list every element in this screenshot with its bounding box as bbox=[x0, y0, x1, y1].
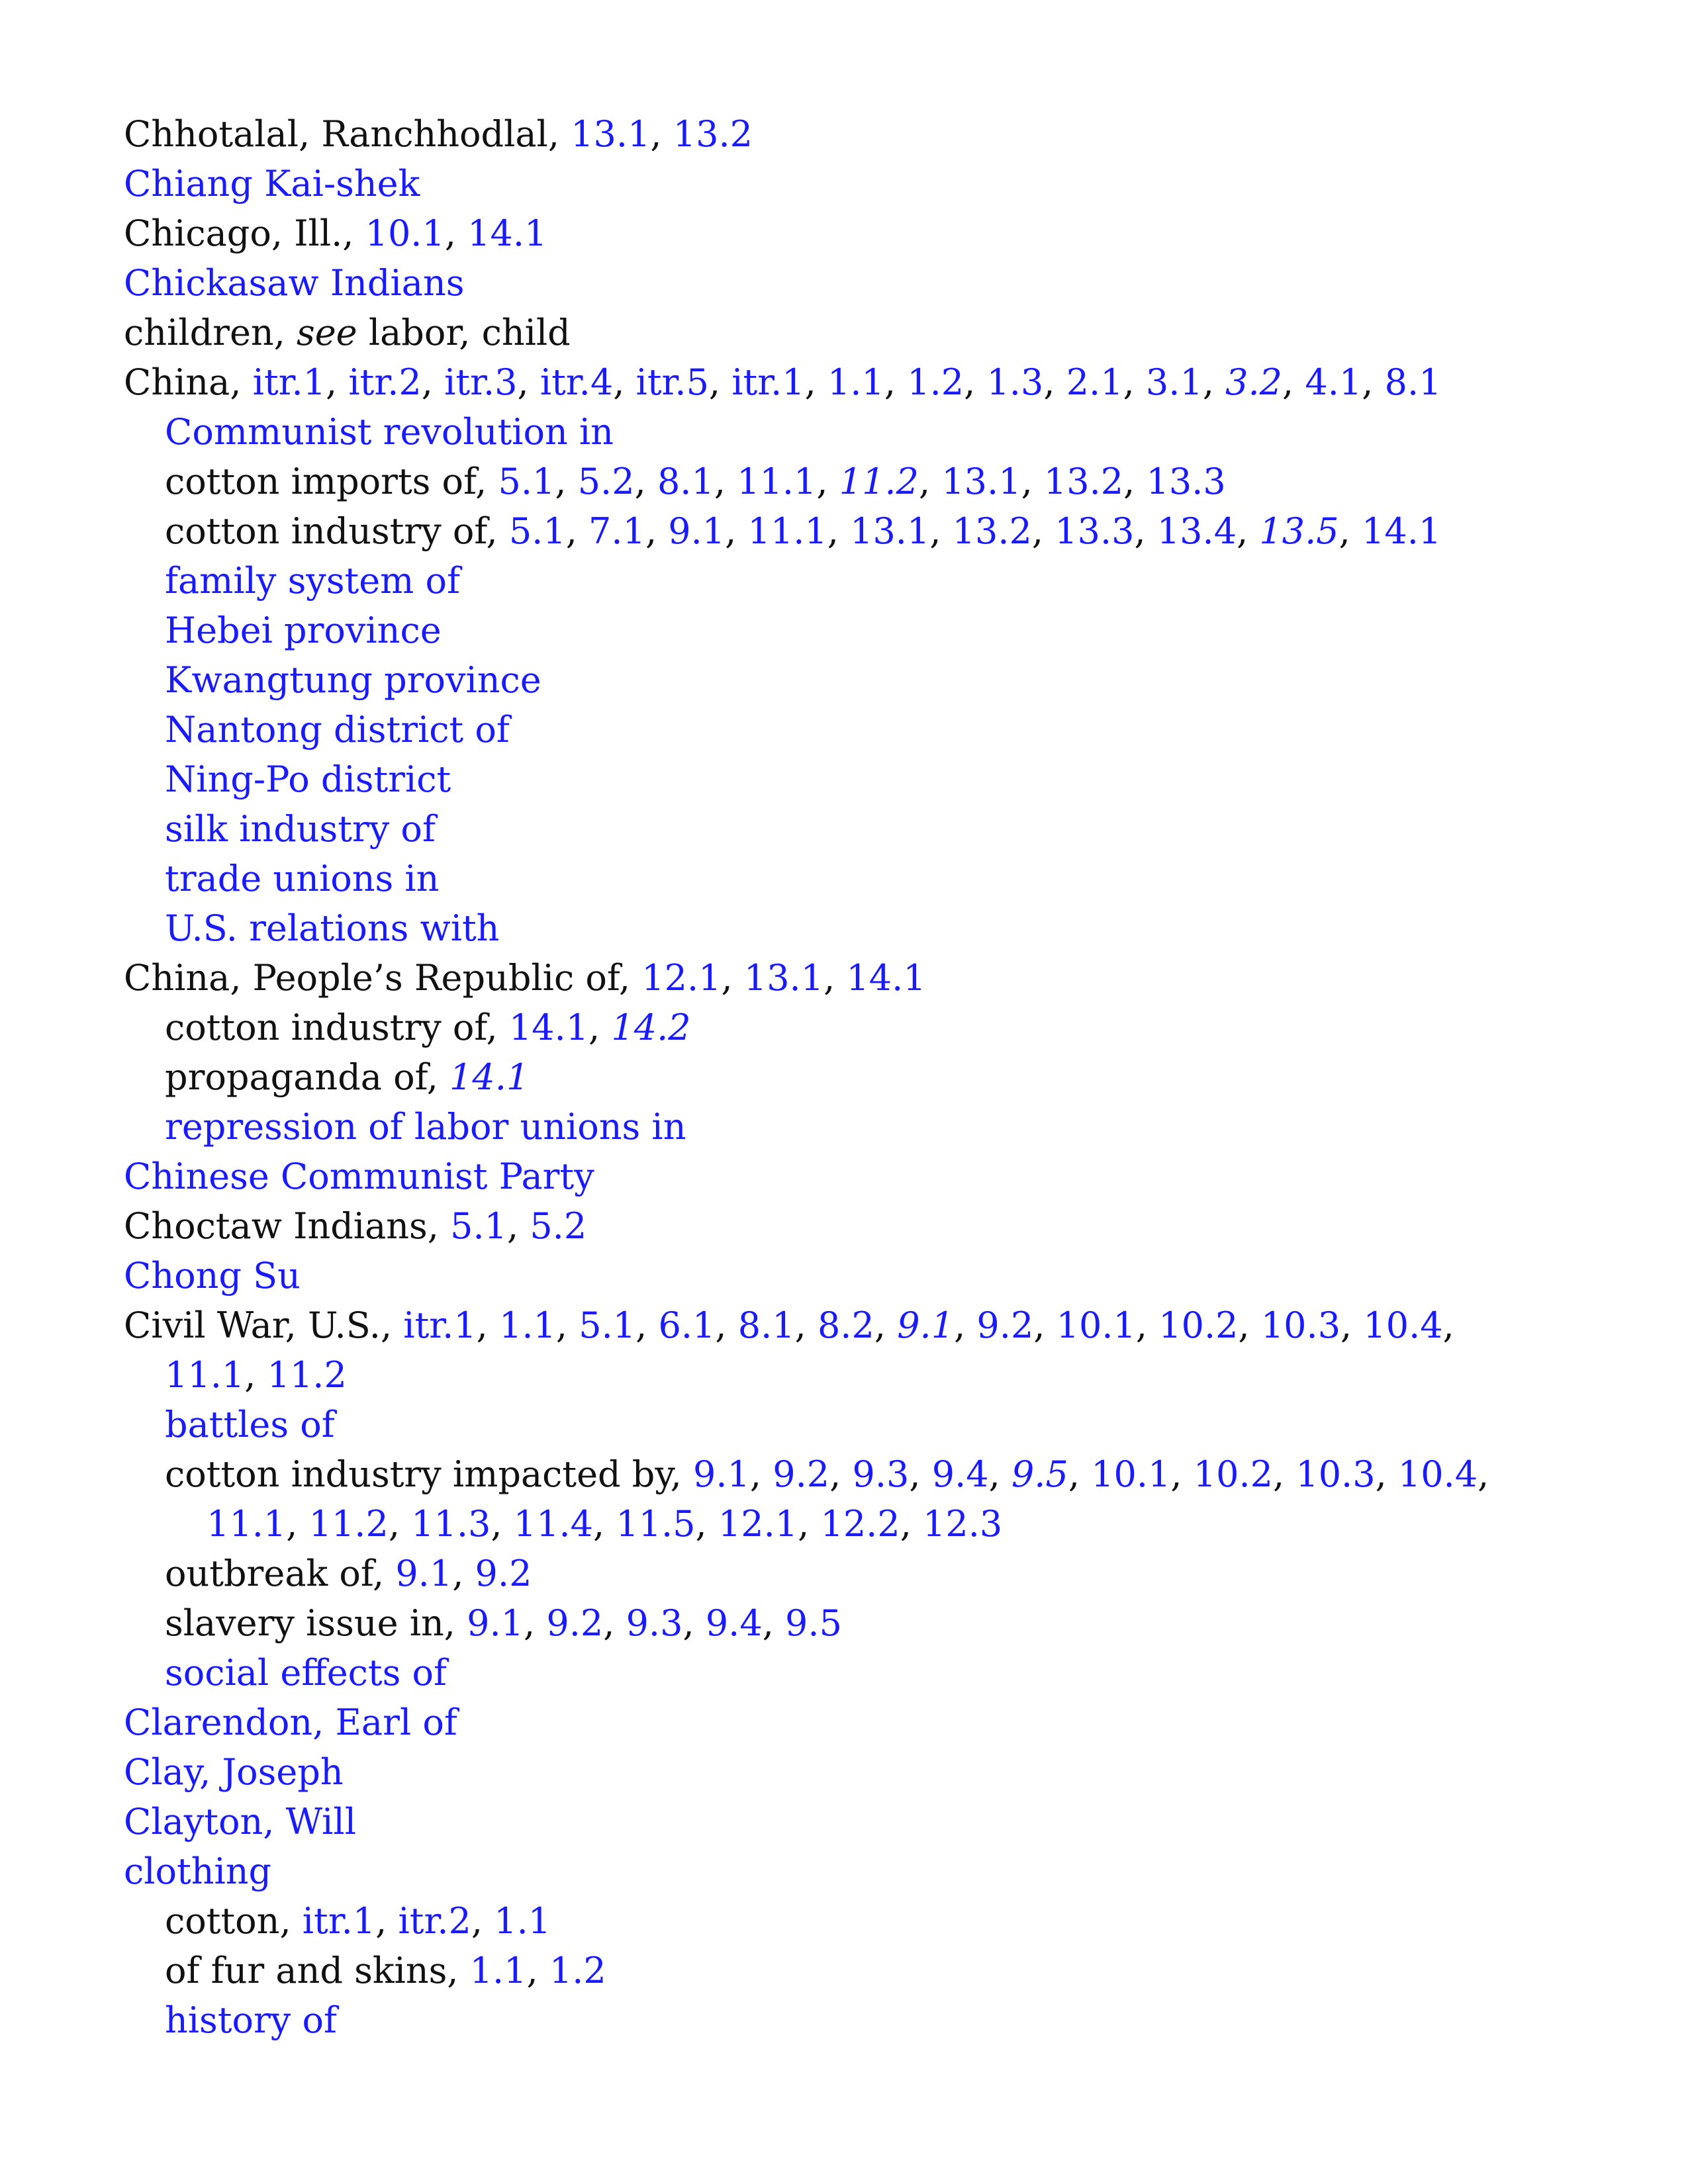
index-link[interactable]: 3.1 bbox=[1145, 361, 1203, 403]
index-subentry bbox=[124, 1946, 1593, 1995]
index-link[interactable]: clothing bbox=[124, 1850, 272, 1892]
index-link[interactable]: 9.4 bbox=[931, 1453, 989, 1495]
index-entry bbox=[124, 308, 1593, 357]
index-entry bbox=[124, 1698, 1593, 1747]
index-link[interactable]: 11.2 bbox=[267, 1354, 347, 1396]
index-subentry bbox=[124, 754, 1593, 804]
index-link[interactable]: 10.3 bbox=[1295, 1453, 1376, 1495]
index-subentry bbox=[124, 606, 1593, 655]
index-subentry bbox=[124, 804, 1593, 854]
index-text: , bbox=[286, 1503, 309, 1545]
index-text: China, People’s Republic of, bbox=[124, 957, 642, 999]
index-link[interactable]: 5.1 bbox=[450, 1205, 507, 1247]
index-subentry bbox=[124, 1499, 1593, 1549]
index-subentry bbox=[124, 854, 1593, 903]
index-link[interactable]: 11.1 bbox=[747, 510, 827, 552]
index-text: , bbox=[695, 1503, 718, 1545]
index-link[interactable]: 8.1 bbox=[657, 461, 714, 502]
index-text: , bbox=[749, 1453, 773, 1495]
index-link[interactable]: 13.1 bbox=[571, 113, 651, 155]
index-link[interactable]: 9.2 bbox=[976, 1304, 1034, 1346]
index-link[interactable]: itr.1 bbox=[252, 361, 326, 403]
index-text: , bbox=[900, 1503, 923, 1545]
index-subentry bbox=[124, 556, 1593, 606]
index-link[interactable]: 5.1 bbox=[498, 461, 555, 502]
index-link[interactable]: 13.2 bbox=[1043, 461, 1124, 502]
index-link[interactable]: 11.1 bbox=[207, 1503, 287, 1545]
index-text: , bbox=[1068, 1453, 1092, 1495]
index-text: , bbox=[827, 510, 851, 552]
index-text: , bbox=[388, 1503, 412, 1545]
index-link[interactable]: 11.1 bbox=[165, 1354, 245, 1396]
index-link[interactable]: 14.1 bbox=[467, 212, 547, 254]
index-text: , bbox=[918, 461, 942, 502]
index-link[interactable]: trade unions in bbox=[165, 858, 440, 899]
index-text: , bbox=[1237, 510, 1260, 552]
index-link[interactable]: 11.1 bbox=[737, 461, 817, 502]
index-text: , bbox=[884, 361, 908, 403]
index-link[interactable]: Chiang Kai-shek bbox=[124, 163, 420, 205]
index-text: China, bbox=[124, 361, 253, 403]
index-link[interactable]: battles of bbox=[165, 1404, 335, 1445]
index-link[interactable]: 13.3 bbox=[1055, 510, 1135, 552]
index-link[interactable]: 11.4 bbox=[513, 1503, 593, 1545]
index-text: , bbox=[721, 957, 744, 999]
index-link[interactable]: 9.5 bbox=[1011, 1453, 1068, 1495]
index-text: , bbox=[1442, 1304, 1454, 1346]
index-link[interactable]: 3.2 bbox=[1225, 361, 1283, 403]
index-link[interactable]: 5.2 bbox=[530, 1205, 587, 1247]
index-link[interactable]: 5.1 bbox=[579, 1304, 636, 1346]
index-subentry bbox=[124, 1995, 1593, 2045]
index-link[interactable]: 11.5 bbox=[616, 1503, 696, 1545]
index-link[interactable]: 9.1 bbox=[693, 1453, 750, 1495]
index-link[interactable]: Chong Su bbox=[124, 1255, 301, 1297]
index-text: , bbox=[988, 1453, 1011, 1495]
index-link[interactable]: 14.1 bbox=[508, 1007, 589, 1048]
index-link[interactable]: 14.2 bbox=[611, 1007, 691, 1048]
index-text: , bbox=[798, 1503, 821, 1545]
index-text: , bbox=[1170, 1453, 1194, 1495]
index-subentry bbox=[124, 655, 1593, 705]
index-subentry bbox=[124, 705, 1593, 754]
index-link[interactable]: 9.2 bbox=[773, 1453, 830, 1495]
index-text: , bbox=[452, 1553, 475, 1594]
index-link[interactable]: Clay, Joseph bbox=[124, 1751, 344, 1793]
index-text: , bbox=[1362, 361, 1385, 403]
index-link[interactable]: 11.3 bbox=[411, 1503, 491, 1545]
index-link[interactable]: Chickasaw Indians bbox=[124, 262, 465, 304]
index-subentry bbox=[124, 1350, 1593, 1400]
index-subentry bbox=[124, 1598, 1593, 1648]
index-text: , bbox=[929, 510, 953, 552]
index-text: , bbox=[874, 1304, 898, 1346]
index-link[interactable]: 8.1 bbox=[737, 1304, 795, 1346]
index-entry bbox=[124, 1846, 1593, 1896]
index-text: , bbox=[725, 510, 748, 552]
index-link[interactable]: 9.1 bbox=[395, 1553, 453, 1594]
index-subentry bbox=[124, 1549, 1593, 1598]
index-entry bbox=[124, 109, 1593, 159]
index-link[interactable]: 1.2 bbox=[907, 361, 964, 403]
index-text: , bbox=[375, 1900, 399, 1942]
index-entry bbox=[124, 1251, 1593, 1300]
index-text: , bbox=[708, 361, 732, 403]
index-link[interactable]: 13.1 bbox=[850, 510, 930, 552]
index-text: , bbox=[588, 1007, 612, 1048]
index-entry bbox=[124, 208, 1593, 258]
index-link[interactable]: 13.4 bbox=[1156, 510, 1237, 552]
index-text: , bbox=[444, 212, 468, 254]
index-link[interactable]: 11.2 bbox=[839, 461, 919, 502]
index-link[interactable]: Clarendon, Earl of bbox=[124, 1702, 457, 1743]
index-link[interactable]: 9.1 bbox=[467, 1602, 524, 1644]
index-link[interactable]: 9.2 bbox=[475, 1553, 532, 1594]
index-link[interactable]: 7.1 bbox=[588, 510, 645, 552]
index-link[interactable]: U.S. relations with bbox=[165, 907, 500, 949]
index-text: , bbox=[645, 510, 669, 552]
index-text: outbreak of, bbox=[165, 1553, 396, 1594]
index-text: propaganda of, bbox=[165, 1056, 450, 1098]
index-link[interactable]: Clayton, Will bbox=[124, 1801, 356, 1843]
index-page bbox=[124, 109, 1593, 2045]
index-link[interactable]: family system of bbox=[165, 560, 461, 602]
index-text: , bbox=[592, 1503, 616, 1545]
index-text: labor, child bbox=[357, 312, 571, 353]
index-text: , bbox=[517, 361, 540, 403]
index-link[interactable]: 9.3 bbox=[626, 1602, 683, 1644]
index-text: , bbox=[794, 1304, 818, 1346]
index-text: , bbox=[964, 361, 987, 403]
index-text: , bbox=[1375, 1453, 1398, 1495]
index-text: , bbox=[714, 461, 737, 502]
index-text: , bbox=[1338, 510, 1362, 552]
index-entry bbox=[124, 258, 1593, 308]
index-link[interactable]: 9.2 bbox=[546, 1602, 604, 1644]
index-link[interactable]: Kwangtung province bbox=[165, 659, 541, 701]
index-link[interactable]: 12.3 bbox=[923, 1503, 1003, 1545]
index-text: Civil War, U.S., bbox=[124, 1304, 404, 1346]
index-link[interactable]: 9.1 bbox=[668, 510, 726, 552]
index-link[interactable]: 9.5 bbox=[785, 1602, 842, 1644]
index-link[interactable]: 14.1 bbox=[449, 1056, 530, 1098]
index-text: see bbox=[297, 312, 357, 353]
index-text: , bbox=[1123, 361, 1146, 403]
index-link[interactable]: 14.1 bbox=[1361, 510, 1442, 552]
index-subentry bbox=[124, 1052, 1593, 1102]
index-text: , bbox=[326, 361, 349, 403]
index-text: , bbox=[1033, 1304, 1056, 1346]
index-text: Chhotalal, Ranchhodlal, bbox=[124, 113, 571, 155]
index-link[interactable]: 1.2 bbox=[549, 1950, 606, 1991]
index-text: cotton industry impacted by, bbox=[165, 1453, 694, 1495]
index-link[interactable]: 9.1 bbox=[897, 1304, 955, 1346]
index-text: slavery issue in, bbox=[165, 1602, 467, 1644]
index-link[interactable]: 13.1 bbox=[743, 957, 824, 999]
index-subentry bbox=[124, 1449, 1593, 1499]
index-link[interactable]: 10.2 bbox=[1193, 1453, 1273, 1495]
index-text: , bbox=[634, 461, 657, 502]
index-link[interactable]: history of bbox=[165, 1999, 337, 2041]
index-text: , bbox=[555, 461, 578, 502]
index-link[interactable]: itr.3 bbox=[444, 361, 518, 403]
index-text: , bbox=[421, 361, 445, 403]
index-entry bbox=[124, 159, 1593, 208]
index-link[interactable]: itr.5 bbox=[635, 361, 709, 403]
index-text: , bbox=[1273, 1453, 1296, 1495]
index-link[interactable]: 9.4 bbox=[705, 1602, 763, 1644]
index-text: , bbox=[715, 1304, 738, 1346]
index-text: , bbox=[1021, 461, 1044, 502]
index-link[interactable]: 12.1 bbox=[718, 1503, 798, 1545]
index-link[interactable]: social effects of bbox=[165, 1652, 447, 1694]
index-link[interactable]: 13.2 bbox=[952, 510, 1032, 552]
index-text: , bbox=[829, 1453, 853, 1495]
index-text: , bbox=[1477, 1453, 1489, 1495]
index-text: , bbox=[491, 1503, 514, 1545]
index-text: children, bbox=[124, 312, 297, 353]
index-text: , bbox=[565, 510, 589, 552]
index-text: , bbox=[1134, 510, 1157, 552]
index-text: , bbox=[555, 1304, 579, 1346]
index-link[interactable]: 5.2 bbox=[577, 461, 635, 502]
index-link[interactable]: 8.1 bbox=[1384, 361, 1442, 403]
index-link[interactable]: repression of labor unions in bbox=[165, 1106, 686, 1148]
index-link[interactable]: itr.1 bbox=[403, 1304, 477, 1346]
index-entry bbox=[124, 1152, 1593, 1201]
index-text: , bbox=[682, 1602, 706, 1644]
index-link[interactable]: Ning-Po district bbox=[165, 758, 451, 800]
index-text: , bbox=[804, 361, 827, 403]
index-text: , bbox=[1123, 461, 1147, 502]
index-link[interactable]: Hebei province bbox=[165, 610, 442, 651]
index-link[interactable]: itr.2 bbox=[348, 361, 422, 403]
index-link[interactable]: itr.2 bbox=[398, 1900, 471, 1942]
index-text: cotton, bbox=[165, 1900, 303, 1942]
index-link[interactable]: 13.5 bbox=[1259, 510, 1339, 552]
index-text: , bbox=[909, 1453, 932, 1495]
index-text: , bbox=[613, 361, 636, 403]
index-subentry bbox=[124, 506, 1593, 556]
index-link[interactable]: 10.1 bbox=[365, 212, 445, 254]
index-subentry bbox=[124, 1102, 1593, 1152]
index-link[interactable]: 13.1 bbox=[941, 461, 1021, 502]
index-text: , bbox=[635, 1304, 659, 1346]
index-text: , bbox=[1238, 1304, 1261, 1346]
index-link[interactable]: 11.2 bbox=[308, 1503, 389, 1545]
index-subentry bbox=[124, 457, 1593, 506]
index-text: Chicago, Ill., bbox=[124, 212, 365, 254]
index-entry bbox=[124, 1747, 1593, 1797]
index-text: cotton industry of, bbox=[165, 1007, 509, 1048]
index-link[interactable]: Communist revolution in bbox=[165, 411, 614, 453]
index-link[interactable]: 8.2 bbox=[817, 1304, 874, 1346]
index-entry bbox=[124, 953, 1593, 1003]
index-text: , bbox=[506, 1205, 530, 1247]
index-subentry bbox=[124, 1648, 1593, 1698]
index-entry bbox=[124, 1797, 1593, 1846]
index-link[interactable]: 10.4 bbox=[1363, 1304, 1443, 1346]
index-link[interactable]: 5.1 bbox=[508, 510, 566, 552]
index-link[interactable]: 2.1 bbox=[1066, 361, 1123, 403]
index-text: , bbox=[603, 1602, 626, 1644]
index-link[interactable]: 9.3 bbox=[852, 1453, 910, 1495]
index-text: , bbox=[762, 1602, 786, 1644]
index-text: , bbox=[954, 1304, 977, 1346]
index-text: , bbox=[823, 957, 847, 999]
index-text: , bbox=[1340, 1304, 1364, 1346]
index-subentry bbox=[124, 1896, 1593, 1946]
index-link[interactable]: 14.1 bbox=[846, 957, 926, 999]
index-link[interactable]: 12.2 bbox=[820, 1503, 900, 1545]
index-entry bbox=[124, 1300, 1593, 1350]
index-link[interactable]: 12.1 bbox=[641, 957, 722, 999]
index-text: , bbox=[526, 1950, 549, 1991]
index-link[interactable]: Nantong district of bbox=[165, 709, 510, 751]
index-subentry bbox=[124, 903, 1593, 953]
index-link[interactable]: Chinese Communist Party bbox=[124, 1156, 594, 1197]
index-text: of fur and skins, bbox=[165, 1950, 470, 1991]
index-link[interactable]: itr.1 bbox=[731, 361, 805, 403]
index-link[interactable]: silk industry of bbox=[165, 808, 436, 850]
index-link[interactable]: 10.2 bbox=[1158, 1304, 1239, 1346]
index-link[interactable]: itr.1 bbox=[302, 1900, 376, 1942]
index-text: , bbox=[1135, 1304, 1159, 1346]
index-link[interactable]: 10.3 bbox=[1260, 1304, 1341, 1346]
index-text: , bbox=[1043, 361, 1066, 403]
index-link[interactable]: 10.4 bbox=[1397, 1453, 1478, 1495]
index-link[interactable]: 13.2 bbox=[673, 113, 753, 155]
index-text: , bbox=[476, 1304, 500, 1346]
index-text: Choctaw Indians, bbox=[124, 1205, 451, 1247]
index-text: , bbox=[1282, 361, 1305, 403]
index-link[interactable]: 1.1 bbox=[499, 1304, 556, 1346]
index-text: cotton imports of, bbox=[165, 461, 498, 502]
index-text: , bbox=[524, 1602, 547, 1644]
index-text: , bbox=[650, 113, 673, 155]
index-text: , bbox=[1202, 361, 1226, 403]
index-link[interactable]: 6.1 bbox=[658, 1304, 716, 1346]
index-text: cotton industry of, bbox=[165, 510, 509, 552]
index-link[interactable]: 10.1 bbox=[1056, 1304, 1136, 1346]
index-link[interactable]: 1.1 bbox=[494, 1900, 551, 1942]
index-subentry bbox=[124, 407, 1593, 457]
index-link[interactable]: 13.3 bbox=[1146, 461, 1226, 502]
index-link[interactable]: 10.1 bbox=[1091, 1453, 1171, 1495]
index-entry bbox=[124, 1201, 1593, 1251]
index-link[interactable]: 1.1 bbox=[469, 1950, 527, 1991]
index-link[interactable]: itr.4 bbox=[539, 361, 614, 403]
index-text: , bbox=[1031, 510, 1055, 552]
index-text: , bbox=[471, 1900, 494, 1942]
index-subentry bbox=[124, 1003, 1593, 1052]
index-link[interactable]: 1.3 bbox=[986, 361, 1044, 403]
index-link[interactable]: 1.1 bbox=[827, 361, 884, 403]
index-link[interactable]: 4.1 bbox=[1305, 361, 1362, 403]
index-text: , bbox=[816, 461, 839, 502]
index-subentry bbox=[124, 1400, 1593, 1449]
index-text: , bbox=[244, 1354, 267, 1396]
index-entry bbox=[124, 357, 1593, 407]
